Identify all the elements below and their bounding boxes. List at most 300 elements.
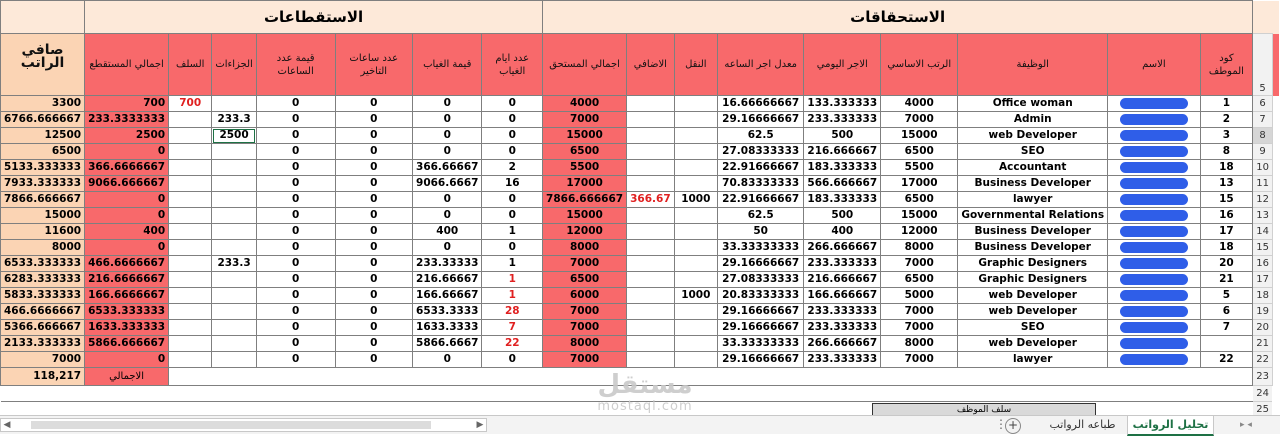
cell-absval[interactable]: 0 xyxy=(413,96,482,112)
cell-late[interactable]: 0 xyxy=(335,288,413,304)
cell-code[interactable]: 2 xyxy=(1200,112,1253,128)
cell-pen[interactable] xyxy=(212,96,256,112)
header-total-due[interactable]: اجمالي المستحق xyxy=(543,34,627,96)
cell-extra[interactable] xyxy=(627,144,675,160)
cell-totded[interactable]: 1633.333333 xyxy=(85,320,169,336)
cell-extra[interactable] xyxy=(627,288,675,304)
cell-pen[interactable] xyxy=(212,144,256,160)
row-number[interactable]: 13 xyxy=(1253,208,1273,224)
cell-hval[interactable]: 0 xyxy=(256,224,335,240)
cell-daily[interactable]: 216.666667 xyxy=(804,144,881,160)
cell-extra[interactable] xyxy=(627,256,675,272)
cell-hrate[interactable]: 27.08333333 xyxy=(717,272,803,288)
entitlements-section-title[interactable]: الاستحقاقات xyxy=(543,1,1253,34)
cell-due[interactable]: 7000 xyxy=(543,304,627,320)
cell-daily[interactable]: 233.333333 xyxy=(804,352,881,368)
cell-basic[interactable]: 8000 xyxy=(881,336,958,352)
header-total-deducted[interactable]: اجمالي المستقطع xyxy=(85,34,169,96)
cell-code[interactable]: 20 xyxy=(1200,256,1253,272)
empty-row[interactable] xyxy=(1,386,1280,402)
table-row[interactable] xyxy=(1,192,1280,208)
cell-job[interactable]: Business Developer xyxy=(958,240,1108,256)
cell-trans[interactable] xyxy=(674,272,717,288)
horizontal-scrollbar[interactable] xyxy=(0,418,487,432)
cell-trans[interactable] xyxy=(674,176,717,192)
cell-net[interactable]: 15000 xyxy=(1,208,85,224)
totals-label[interactable]: الاجمالي xyxy=(85,368,169,386)
cell-hrate[interactable]: 70.83333333 xyxy=(717,176,803,192)
cell-extra[interactable] xyxy=(627,224,675,240)
cell-extra[interactable]: 366.67 xyxy=(627,192,675,208)
cell-late[interactable]: 0 xyxy=(335,256,413,272)
cell-job[interactable]: SEO xyxy=(958,144,1108,160)
cell-adv[interactable] xyxy=(169,288,212,304)
cell-late[interactable]: 0 xyxy=(335,192,413,208)
cell-extra[interactable] xyxy=(627,272,675,288)
row-number[interactable]: 6 xyxy=(1253,96,1273,112)
cell-daily[interactable]: 500 xyxy=(804,208,881,224)
cell-absdays[interactable]: 1 xyxy=(482,272,543,288)
row-number[interactable]: 20 xyxy=(1253,320,1273,336)
cell-absval[interactable]: 0 xyxy=(413,192,482,208)
cell-net[interactable]: 466.6666667 xyxy=(1,304,85,320)
cell-name[interactable] xyxy=(1108,144,1201,160)
cell-daily[interactable]: 500 xyxy=(804,128,881,144)
cell-due[interactable]: 5500 xyxy=(543,160,627,176)
table-row[interactable] xyxy=(1,304,1280,320)
cell-totded[interactable]: 9066.666667 xyxy=(85,176,169,192)
cell-hrate[interactable]: 29.16666667 xyxy=(717,304,803,320)
header-penalties[interactable]: الجزاءات xyxy=(212,34,256,96)
cell-net[interactable]: 7866.666667 xyxy=(1,192,85,208)
cell-hval[interactable]: 0 xyxy=(256,160,335,176)
cell-trans[interactable] xyxy=(674,96,717,112)
cell-daily[interactable]: 233.333333 xyxy=(804,304,881,320)
cell-due[interactable]: 8000 xyxy=(543,336,627,352)
cell-totded[interactable]: 466.6666667 xyxy=(85,256,169,272)
cell-adv[interactable] xyxy=(169,256,212,272)
cell-trans[interactable] xyxy=(674,304,717,320)
cell-daily[interactable]: 166.666667 xyxy=(804,288,881,304)
cell-code[interactable]: 5 xyxy=(1200,288,1253,304)
cell-hval[interactable]: 0 xyxy=(256,272,335,288)
cell-totded[interactable]: 5866.666667 xyxy=(85,336,169,352)
cell-extra[interactable] xyxy=(627,352,675,368)
cell-code[interactable]: 17 xyxy=(1200,224,1253,240)
cell-due[interactable]: 8000 xyxy=(543,240,627,256)
cell-extra[interactable] xyxy=(627,336,675,352)
cell-code[interactable] xyxy=(1200,336,1253,352)
cell-name[interactable] xyxy=(1108,160,1201,176)
cell-basic[interactable]: 12000 xyxy=(881,224,958,240)
cell-extra[interactable] xyxy=(627,240,675,256)
cell-absdays[interactable]: 0 xyxy=(482,192,543,208)
cell-extra[interactable] xyxy=(627,96,675,112)
empty-cell[interactable] xyxy=(1,386,1253,402)
cell-daily[interactable]: 400 xyxy=(804,224,881,240)
cell-trans[interactable] xyxy=(674,224,717,240)
cell-pen[interactable] xyxy=(212,272,256,288)
table-row[interactable] xyxy=(1,272,1280,288)
cell-pen[interactable] xyxy=(212,288,256,304)
cell-job[interactable]: Business Developer xyxy=(958,224,1108,240)
cell-hval[interactable]: 0 xyxy=(256,192,335,208)
cell-totded[interactable]: 0 xyxy=(85,144,169,160)
cell-basic[interactable]: 7000 xyxy=(881,304,958,320)
cell-net[interactable]: 5366.666667 xyxy=(1,320,85,336)
cell-absval[interactable]: 1633.3333 xyxy=(413,320,482,336)
header-extra[interactable]: الاضافي xyxy=(627,34,675,96)
cell-pen[interactable]: 233.3 xyxy=(212,256,256,272)
cell-basic[interactable]: 6500 xyxy=(881,272,958,288)
cell-absdays[interactable]: 16 xyxy=(482,176,543,192)
cell-pen[interactable] xyxy=(212,160,256,176)
cell-hrate[interactable]: 29.16666667 xyxy=(717,112,803,128)
cell-due[interactable]: 6500 xyxy=(543,144,627,160)
cell-basic[interactable]: 15000 xyxy=(881,208,958,224)
cell-hval[interactable]: 0 xyxy=(256,144,335,160)
cell-name[interactable] xyxy=(1108,352,1201,368)
cell-due[interactable]: 7000 xyxy=(543,352,627,368)
cell-daily[interactable]: 183.333333 xyxy=(804,192,881,208)
cell-job[interactable]: Accountant xyxy=(958,160,1108,176)
row-number[interactable]: 8 xyxy=(1253,128,1273,144)
cell-code[interactable]: 13 xyxy=(1200,176,1253,192)
cell-adv[interactable] xyxy=(169,240,212,256)
cell-code[interactable]: 1 xyxy=(1200,96,1253,112)
cell-absdays[interactable]: 22 xyxy=(482,336,543,352)
cell-absval[interactable]: 233.33333 xyxy=(413,256,482,272)
cell-due[interactable]: 15000 xyxy=(543,128,627,144)
cell-hrate[interactable]: 22.91666667 xyxy=(717,192,803,208)
row-number[interactable]: 5 xyxy=(1253,34,1273,96)
cell-code[interactable]: 15 xyxy=(1200,192,1253,208)
cell-extra[interactable] xyxy=(627,160,675,176)
table-row[interactable] xyxy=(1,208,1280,224)
cell-totded[interactable]: 0 xyxy=(85,192,169,208)
cell-absdays[interactable]: 7 xyxy=(482,320,543,336)
cell-code[interactable]: 6 xyxy=(1200,304,1253,320)
cell-name[interactable] xyxy=(1108,128,1201,144)
cell-pen[interactable] xyxy=(212,192,256,208)
cell-late[interactable]: 0 xyxy=(335,336,413,352)
row-number[interactable]: 17 xyxy=(1253,272,1273,288)
cell-net[interactable]: 8000 xyxy=(1,240,85,256)
cell-basic[interactable]: 4000 xyxy=(881,96,958,112)
cell-absdays[interactable]: 1 xyxy=(482,256,543,272)
cell-net[interactable]: 6283.333333 xyxy=(1,272,85,288)
more-options-icon[interactable]: ⋮ xyxy=(995,417,1007,431)
cell-basic[interactable]: 5500 xyxy=(881,160,958,176)
cell-absval[interactable]: 166.66667 xyxy=(413,288,482,304)
cell-trans[interactable] xyxy=(674,256,717,272)
cell-code[interactable]: 3 xyxy=(1200,128,1253,144)
cell-pen[interactable] xyxy=(212,304,256,320)
cell-basic[interactable]: 7000 xyxy=(881,320,958,336)
row-number[interactable]: 19 xyxy=(1253,304,1273,320)
cell-pen[interactable]: 233.3 xyxy=(212,112,256,128)
cell-adv[interactable] xyxy=(169,336,212,352)
cell-due[interactable]: 6000 xyxy=(543,288,627,304)
cell-hrate[interactable]: 29.16666667 xyxy=(717,256,803,272)
cell-due[interactable]: 6500 xyxy=(543,272,627,288)
cell-daily[interactable]: 266.666667 xyxy=(804,336,881,352)
row-number[interactable]: 9 xyxy=(1253,144,1273,160)
cell-code[interactable]: 18 xyxy=(1200,240,1253,256)
cell-hrate[interactable]: 27.08333333 xyxy=(717,144,803,160)
cell-adv[interactable] xyxy=(169,160,212,176)
header-absence-days[interactable]: عدد ايام الغياب xyxy=(482,34,543,96)
cell-trans[interactable] xyxy=(674,208,717,224)
cell-trans[interactable] xyxy=(674,352,717,368)
row-number[interactable]: 24 xyxy=(1253,386,1273,402)
table-row[interactable] xyxy=(1,112,1280,128)
cell-daily[interactable]: 233.333333 xyxy=(804,112,881,128)
cell-absval[interactable]: 0 xyxy=(413,208,482,224)
table-row[interactable] xyxy=(1,144,1280,160)
cell-adv[interactable] xyxy=(169,320,212,336)
cell-adv[interactable]: 700 xyxy=(169,96,212,112)
cell-job[interactable]: web Developer xyxy=(958,304,1108,320)
header-emp-code[interactable]: كود الموطف xyxy=(1200,34,1253,96)
tab-print-salaries[interactable]: طباعه الرواتب xyxy=(1049,418,1116,431)
cell-basic[interactable]: 15000 xyxy=(881,128,958,144)
cell-net[interactable]: 7933.333333 xyxy=(1,176,85,192)
cell-absval[interactable]: 0 xyxy=(413,352,482,368)
row-number[interactable]: 22 xyxy=(1253,352,1273,368)
cell-hval[interactable]: 0 xyxy=(256,320,335,336)
cell-adv[interactable] xyxy=(169,128,212,144)
table-row[interactable] xyxy=(1,224,1280,240)
cell-pen[interactable] xyxy=(212,336,256,352)
cell-totded[interactable]: 6533.333333 xyxy=(85,304,169,320)
cell-hrate[interactable]: 62.5 xyxy=(717,208,803,224)
cell-daily[interactable]: 566.666667 xyxy=(804,176,881,192)
row-number[interactable]: 12 xyxy=(1253,192,1273,208)
cell-late[interactable]: 0 xyxy=(335,144,413,160)
header-daily-wage[interactable]: الاجر اليومي xyxy=(804,34,881,96)
cell-pen[interactable] xyxy=(212,352,256,368)
cell-absdays[interactable]: 0 xyxy=(482,240,543,256)
cell-adv[interactable] xyxy=(169,352,212,368)
cell-name[interactable] xyxy=(1108,288,1201,304)
cell-trans[interactable] xyxy=(674,160,717,176)
cell-name[interactable] xyxy=(1108,192,1201,208)
cell-hrate[interactable]: 33.33333333 xyxy=(717,336,803,352)
cell-hval[interactable]: 0 xyxy=(256,112,335,128)
row-number[interactable]: 11 xyxy=(1253,176,1273,192)
cell-extra[interactable] xyxy=(627,112,675,128)
cell-trans[interactable] xyxy=(674,112,717,128)
row-number[interactable]: 7 xyxy=(1253,112,1273,128)
cell-hval[interactable]: 0 xyxy=(256,128,335,144)
cell-adv[interactable] xyxy=(169,112,212,128)
cell-name[interactable] xyxy=(1108,304,1201,320)
cell-extra[interactable] xyxy=(627,208,675,224)
cell-pen[interactable] xyxy=(212,176,256,192)
cell-hval[interactable]: 0 xyxy=(256,96,335,112)
cell-hrate[interactable]: 50 xyxy=(717,224,803,240)
header-hourly-rate[interactable]: معدل اجر الساعه xyxy=(717,34,803,96)
cell-name[interactable] xyxy=(1108,336,1201,352)
cell-basic[interactable]: 6500 xyxy=(881,192,958,208)
cell-absdays[interactable]: 0 xyxy=(482,144,543,160)
cell-adv[interactable] xyxy=(169,192,212,208)
cell-extra[interactable] xyxy=(627,128,675,144)
cell-absval[interactable]: 366.66667 xyxy=(413,160,482,176)
cell-basic[interactable]: 6500 xyxy=(881,144,958,160)
cell-totded[interactable]: 700 xyxy=(85,96,169,112)
row-number[interactable]: 21 xyxy=(1253,336,1273,352)
scroll-left-icon[interactable]: ◀ xyxy=(3,420,11,430)
cell-trans[interactable]: 1000 xyxy=(674,192,717,208)
cell-pen[interactable] xyxy=(212,320,256,336)
table-row[interactable] xyxy=(1,240,1280,256)
cell-daily[interactable]: 233.333333 xyxy=(804,320,881,336)
cell-name[interactable] xyxy=(1108,256,1201,272)
table-row[interactable] xyxy=(1,128,1280,144)
scroll-thumb[interactable] xyxy=(31,421,431,429)
cell-trans[interactable] xyxy=(674,144,717,160)
cell-absval[interactable]: 0 xyxy=(413,240,482,256)
cell-late[interactable]: 0 xyxy=(335,320,413,336)
cell-absval[interactable]: 0 xyxy=(413,144,482,160)
cell-net[interactable]: 5133.333333 xyxy=(1,160,85,176)
header-advance[interactable]: السلف xyxy=(169,34,212,96)
cell-pen[interactable] xyxy=(212,208,256,224)
cell-hrate[interactable]: 20.83333333 xyxy=(717,288,803,304)
cell-late[interactable]: 0 xyxy=(335,128,413,144)
totals-row[interactable] xyxy=(1,368,1280,386)
cell-due[interactable]: 4000 xyxy=(543,96,627,112)
tab-salary-analysis[interactable]: تحليل الرواتب xyxy=(1127,416,1214,436)
cell-basic[interactable]: 8000 xyxy=(881,240,958,256)
header-absence-value[interactable]: قيمة الغياب xyxy=(413,34,482,96)
cell-hval[interactable]: 0 xyxy=(256,256,335,272)
table-row[interactable] xyxy=(1,256,1280,272)
cell-name[interactable] xyxy=(1108,176,1201,192)
cell-hval[interactable]: 0 xyxy=(256,336,335,352)
empty-cell[interactable] xyxy=(169,368,1253,386)
cell-totded[interactable]: 0 xyxy=(85,352,169,368)
cell-totded[interactable]: 400 xyxy=(85,224,169,240)
cell-hrate[interactable]: 62.5 xyxy=(717,128,803,144)
cell-code[interactable]: 22 xyxy=(1200,352,1253,368)
cell-job[interactable]: web Developer xyxy=(958,336,1108,352)
cell-hval[interactable]: 0 xyxy=(256,288,335,304)
cell-code[interactable]: 7 xyxy=(1200,320,1253,336)
row-number[interactable]: 15 xyxy=(1253,240,1273,256)
cell-trans[interactable] xyxy=(674,336,717,352)
cell-late[interactable]: 0 xyxy=(335,176,413,192)
cell-hrate[interactable]: 16.66666667 xyxy=(717,96,803,112)
deductions-section-title[interactable]: الاستقطاعات xyxy=(85,1,543,34)
cell-absval[interactable]: 216.66667 xyxy=(413,272,482,288)
cell-absval[interactable]: 5866.6667 xyxy=(413,336,482,352)
cell-name[interactable] xyxy=(1108,240,1201,256)
cell-job[interactable]: lawyer xyxy=(958,192,1108,208)
cell-adv[interactable] xyxy=(169,224,212,240)
cell-late[interactable]: 0 xyxy=(335,96,413,112)
header-transport[interactable]: النقل xyxy=(674,34,717,96)
cell-totded[interactable]: 2500 xyxy=(85,128,169,144)
cell-due[interactable]: 15000 xyxy=(543,208,627,224)
header-hours-value[interactable]: قيمة عدد الساعات xyxy=(256,34,335,96)
cell-name[interactable] xyxy=(1108,272,1201,288)
header-late-hours[interactable]: عدد ساعات التاخير xyxy=(335,34,413,96)
cell-net[interactable]: 2133.333333 xyxy=(1,336,85,352)
cell-totded[interactable]: 166.6666667 xyxy=(85,288,169,304)
cell-code[interactable]: 21 xyxy=(1200,272,1253,288)
cell-late[interactable]: 0 xyxy=(335,272,413,288)
cell-adv[interactable] xyxy=(169,272,212,288)
cell-net[interactable]: 6500 xyxy=(1,144,85,160)
cell-adv[interactable] xyxy=(169,208,212,224)
cell-trans[interactable]: 1000 xyxy=(674,288,717,304)
cell-name[interactable] xyxy=(1108,112,1201,128)
cell-job[interactable]: Governmental Relations xyxy=(958,208,1108,224)
cell-job[interactable]: web Developer xyxy=(958,128,1108,144)
add-sheet-button[interactable]: + xyxy=(1005,418,1021,434)
table-row[interactable] xyxy=(1,96,1280,112)
cell-name[interactable] xyxy=(1108,96,1201,112)
row-number[interactable]: 14 xyxy=(1253,224,1273,240)
cell-net[interactable]: 6533.333333 xyxy=(1,256,85,272)
cell-due[interactable]: 7000 xyxy=(543,112,627,128)
cell-job[interactable]: Business Developer xyxy=(958,176,1108,192)
cell-job[interactable]: Office woman xyxy=(958,96,1108,112)
cell-extra[interactable] xyxy=(627,320,675,336)
cell-absval[interactable]: 9066.6667 xyxy=(413,176,482,192)
cell-absdays[interactable]: 0 xyxy=(482,352,543,368)
table-row[interactable] xyxy=(1,176,1280,192)
cell-absval[interactable]: 6533.3333 xyxy=(413,304,482,320)
scroll-right-icon[interactable]: ▶ xyxy=(476,420,484,430)
cell-totded[interactable]: 216.6666667 xyxy=(85,272,169,288)
table-row[interactable] xyxy=(1,352,1280,368)
cell-pen[interactable]: 2500 xyxy=(212,128,256,144)
cell-adv[interactable] xyxy=(169,176,212,192)
cell-name[interactable] xyxy=(1108,320,1201,336)
cell-code[interactable]: 18 xyxy=(1200,160,1253,176)
cell-net[interactable]: 12500 xyxy=(1,128,85,144)
empty-cell[interactable] xyxy=(1,1,85,34)
cell-totded[interactable]: 233.3333333 xyxy=(85,112,169,128)
row-number[interactable]: 23 xyxy=(1253,368,1273,386)
row-number[interactable]: 10 xyxy=(1253,160,1273,176)
cell-adv[interactable] xyxy=(169,144,212,160)
cell-due[interactable]: 7000 xyxy=(543,256,627,272)
cell-absdays[interactable]: 0 xyxy=(482,208,543,224)
cell-totded[interactable]: 0 xyxy=(85,240,169,256)
cell-late[interactable]: 0 xyxy=(335,208,413,224)
cell-net[interactable]: 11600 xyxy=(1,224,85,240)
cell-late[interactable]: 0 xyxy=(335,304,413,320)
cell-due[interactable]: 7866.666667 xyxy=(543,192,627,208)
cell-job[interactable]: Graphic Designers xyxy=(958,272,1108,288)
cell-extra[interactable] xyxy=(627,304,675,320)
cell-late[interactable]: 0 xyxy=(335,112,413,128)
cell-net[interactable]: 3300 xyxy=(1,96,85,112)
sheet-nav-arrows-icon[interactable]: ▸ ◂ xyxy=(1240,420,1252,430)
cell-absval[interactable]: 400 xyxy=(413,224,482,240)
header-basic-salary[interactable]: الرتب الاساسي xyxy=(881,34,958,96)
cell-extra[interactable] xyxy=(627,176,675,192)
cell-basic[interactable]: 7000 xyxy=(881,352,958,368)
cell-absdays[interactable]: 2 xyxy=(482,160,543,176)
cell-basic[interactable]: 5000 xyxy=(881,288,958,304)
row-number[interactable]: 16 xyxy=(1253,256,1273,272)
